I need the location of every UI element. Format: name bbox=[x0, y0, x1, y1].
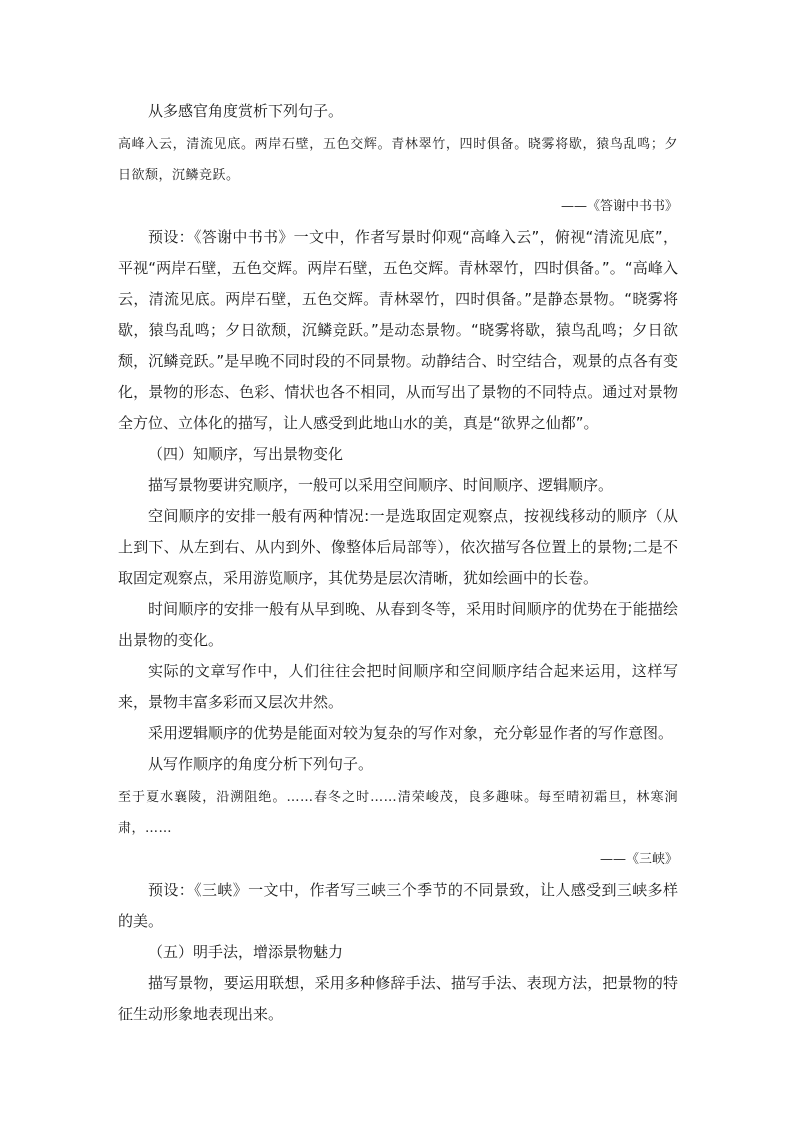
body-paragraph: 采用逻辑顺序的优势是能面对较为复杂的写作对象，充分彰显作者的写作意图。 bbox=[148, 724, 674, 742]
section-heading-5: （五）明手法，增添景物魅力 bbox=[148, 943, 344, 961]
document-body bbox=[118, 96, 678, 1030]
analysis-paragraph-1: 预设：《答谢中书书》一文中，作者写景时仰观“高峰入云”，俯视“清流见底”，平视“两岸石壁，五色交辉。两岸石壁，五色交辉。青林翠竹，四时俱备。”。“高峰入云，清流见底。两岸石壁，五色交辉。青林翠竹，四时俱备。”是静态景物。“晓雾将歇，猿鸟乱鸣；夕日欲颓，沉鳞竞跃。”是动态景物。“晓雾将歇，猿鸟乱鸣；夕日欲颓，沉鳞竞跃。”是早晚不同时段的不同景物。动静结合、时空结合，观景的点各有变化，景物的形态、色彩、情状也各不相同，从而写出了景物的不同特点。通过对景物全方位、立体化的描写，让人感受到此地山水的美，真是“欲界之仙都”。 bbox=[118, 228, 678, 432]
body-paragraph: 空间顺序的安排一般有两种情况:一是选取固定观察点，按视线移动的顺序（从上到下、从左到右、从内到外、像整体后局部等），依次描写各位置上的景物;二是不取固定观察点，采用游览顺序，其优势是层次清晰，犹如绘画中的长卷。 bbox=[118, 507, 678, 587]
exercise-prompt-1: 从多感官角度赏析下列句子。 bbox=[148, 102, 344, 120]
body-paragraph: 描写景物要讲究顺序，一般可以采用空间顺序、时间顺序、逻辑顺序。 bbox=[148, 476, 614, 494]
body-paragraph: 时间顺序的安排一般有从早到晚、从春到冬等，采用时间顺序的优势在于能描绘出景物的变化。 bbox=[118, 600, 678, 649]
body-paragraph: 描写景物，要运用联想，采用多种修辞手法、描写手法、表现方法，把景物的特征生动形象地表现出来。 bbox=[118, 974, 678, 1023]
quote-source-1: ——《答谢中书书》 bbox=[560, 199, 678, 214]
body-paragraph: 实际的文章写作中，人们往往会把时间顺序和空间顺序结合起来运用，这样写来，景物丰富多彩而又层次井然。 bbox=[118, 662, 678, 711]
quote-source-2: ——《三峡》 bbox=[599, 852, 678, 867]
analysis-paragraph-2: 预设：《三峡》一文中，作者写三峡三个季节的不同景致，让人感受到三峡多样的美。 bbox=[118, 881, 678, 930]
quoted-passage-2: 至于夏水襄陵，沿溯阻绝。……春冬之时……清荣峻茂，良多趣味。每至晴初霜旦，林寒涧肃，…… bbox=[118, 790, 678, 836]
exercise-prompt-2: 从写作顺序的角度分析下列句子。 bbox=[148, 755, 374, 773]
quoted-passage-1: 高峰入云，清流见底。两岸石壁，五色交辉。青林翠竹，四时俱备。晓雾将歇，猿鸟乱鸣；夕日欲颓，沉鳞竞跃。 bbox=[118, 137, 678, 183]
section-heading-4: （四）知顺序，写出景物变化 bbox=[148, 445, 344, 463]
